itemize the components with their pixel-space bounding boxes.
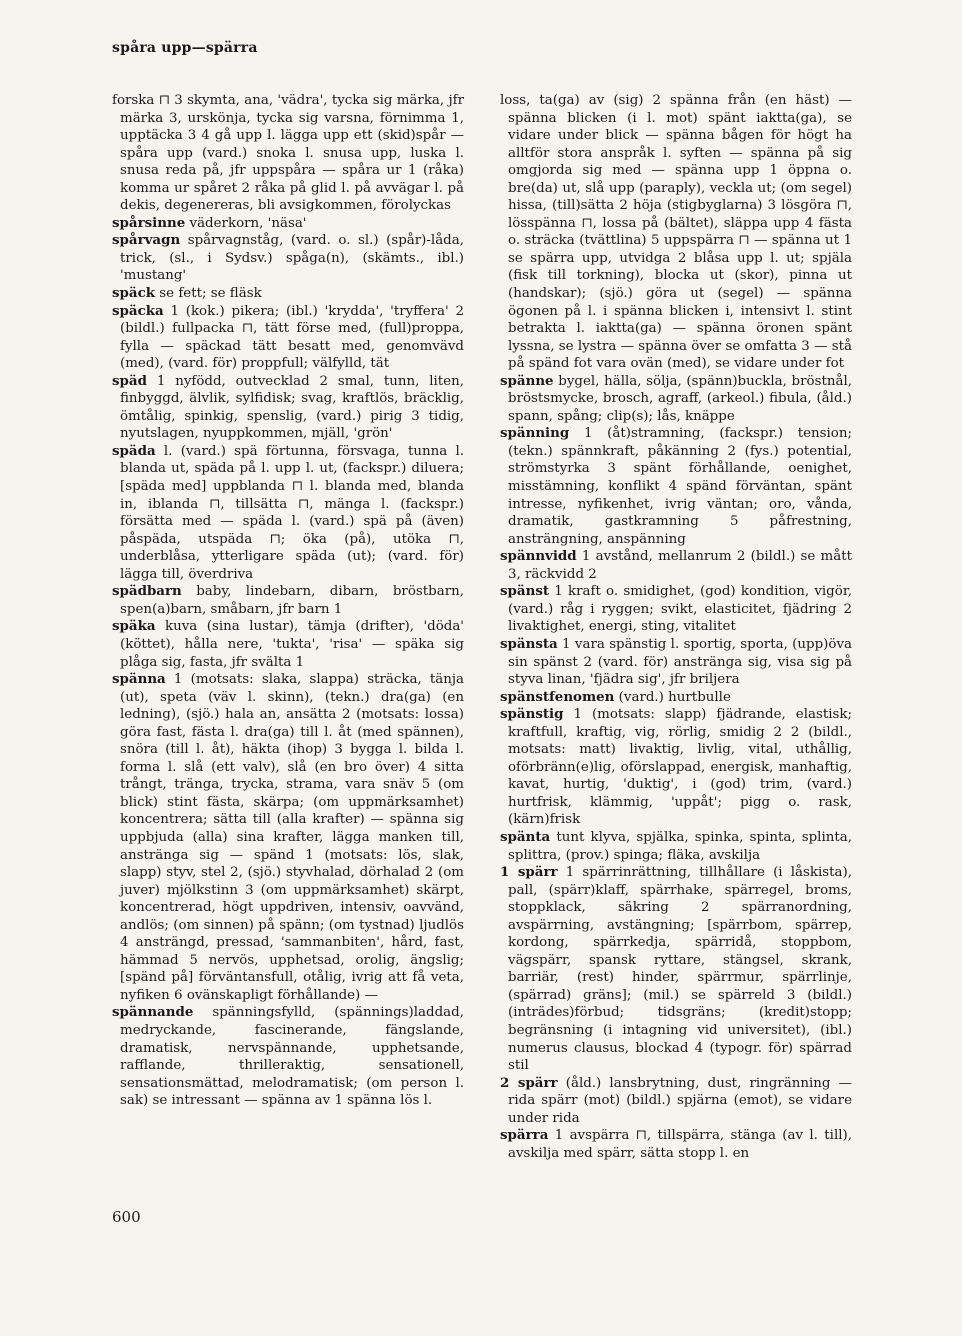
entry-text: se fett; se fläsk [155,286,262,302]
entry-text: 1 kraft o. smidighet, (god) kondition, vigör, (vard.) råg i ryggen; svikt, elasticitet, fjädring 2 livaktighet, energi, sting, vitalitet [508,584,852,635]
entry-text: loss, ta(ga) av (sig) 2 spänna från (en häst) — spänna blicken (i l. mot) spänt iaktta(ga), se vidare under blick — spänna bågen för högt ha alltför stora anspråk l. syften — spänna på sig omgjorda sig med — spänna upp 1 öppna o. bre(da) ut, slå upp (paraply), veckla ut; (om segel) hissa, (till)sätta 2 höja (stigbyglarna) 3 lösgöra ⊓, lösspänna ⊓, lossa på (bältet), släppa upp 4 fästa o. sträcka (tvättlina) 5 uppspärra ⊓ — spänna ut 1 se spärra upp, utvidga 2 blåsa upp l. ut; spjäla (fisk till torkning), blocka ut (skor), pinna ut (handskar); (sjö.) göra ut (segel) — spänna ögonen på l. i spänna blicken i, intensivt l. stint betrakta l. iaktta(ga) — spänna öronen spänt lyssna, se lystra — spänna över se omfatta 3 — stå på spänd fot vara ovän (med), se vidare under fot [500,93,852,372]
entry-headword: späck [112,285,156,302]
dictionary-entry [500,425,852,548]
dictionary-entry [500,829,852,864]
dictionary-entry [112,583,464,618]
entry-text: 1 spärrinrättning, tillhållare (i låskista), pall, (spärr)klaff, spärrhake, spärregel, broms, stoppklack, säkring 2 spärranordning, avspärrning, avstängning; [spärrbom, spärrep, kordong, spärrkedja, spärridå, stoppbom, vägspärr, spansk ryttare, stängsel, skrank, barriär, (rest) hinder, spärrmur, spärrlinje, (spärrad) gräns]; (mil.) se spärreld 3 (bildl.) (inträdes)förbud; tidsgräns; (kredit)stopp; begränsning (i intagning vid universitet), (ibl.) numerus clausus, blockad 4 (typogr. för) spärrad stil [508,865,852,1074]
entry-text: spänningsfylld, (spännings)laddad, medryckande, fascinerande, fängslande, dramatisk, nervspännande, upphetsande, rafflande, thrilleraktig, sensationell, sensationsmättad, melodramatisk; (om person l. sak) se intressant — spänna av 1 spänna lös l. [120,1005,464,1109]
entry-text: forska ⊓ 3 skymta, ana, 'vädra', tycka sig märka, jfr märka 3, urskönja, tycka sig varsna, förnimma 1, upptäcka 3 4 gå upp l. lägga upp ett (skid)spår — spåra upp (vard.) snoka l. snusa upp, luska l. snusa reda på, jfr uppspåra — spåra ur 1 (råka) komma ur spåret 2 råka på glid l. på avvägar l. på dekis, degenereras, bli avsigkommen, förolyckas [112,93,464,214]
entry-headword: spänta [500,828,551,845]
entry-headword: spårvagn [112,232,181,249]
entry-headword: spänne [500,372,554,389]
entry-headword: späka [112,618,156,635]
entry-headword: späcka [112,302,164,319]
entry-text: (vard.) hurtbulle [614,689,731,705]
dictionary-entry [112,232,464,285]
right-column [500,92,852,1162]
entry-headword: spänst [500,583,550,600]
entry-text: 1 (motsats: slaka, slappa) sträcka, tänja (ut), speta (väv l. skinn), (tekn.) dra(ga) (en ledning), (sjö.) hala an, ansätta 2 (motsats: lossa) göra fast, fästa l. dra(ga) till l. åt (med spännen), snöra (till l. åt), häkta (ihop) 3 bygga l. bilda l. forma l. slå (ett valv), slå (en bro över) 4 sitta trångt, tränga, trycka, strama, vara snäv 5 (om blick) stint fästa, skärpa; (om uppmärksamhet) koncentrera; sätta till (alla krafter) — spänna sig uppbjuda (alla) sina krafter, lägga manken till, anstränga sig — spänd 1 (motsats: lös, slak, slapp) styv, stel 2, (sjö.) styvhalad, dörhalad 2 (om juver) mjölkstinn 3 (om uppmärksamhet) skärpt, koncentrerad, högt uppdriven, intensiv, oavvänd, andlös; (om sinnen) på spänn; (om tystnad) ljudlös 4 ansträngd, pressad, 'sammanbiten', hård, fast, hämmad 5 nervös, upphetsad, orolig, ängslig; [spänd på] förväntansfull, otålig, ivrig att få veta, nyfiken 6 ovänskapligt förhållande) — [120,672,464,1003]
entry-text: (åld.) lansbrytning, dust, ringränning — rida spärr (mot) (bildl.) spjärna (emot), se vidare under rida [508,1075,853,1126]
entry-text: tunt klyva, spjälka, spinka, spinta, splinta, splittra, (prov.) spinga; fläka, avskilja [508,829,852,863]
entry-headword: spänstfenomen [500,688,615,705]
dictionary-entry [112,443,464,583]
entry-headword: spärra [500,1127,549,1144]
dictionary-entry [500,636,852,689]
entry-text: bygel, hälla, sölja, (spänn)buckla, bröstnål, bröstsmycke, brosch, agraff, (arkeol.) fibula, (åld.) spann, spång; clip(s); lås, knäppe [508,373,852,424]
dictionary-entry [500,583,852,636]
entry-text: spårvagnståg, (vard. o. sl.) (spår)-låda, trick, (sl., i Sydsv.) spåga(n), (skämts., ibl.) 'mustang' [120,233,464,284]
entry-headword: spårsinne [112,214,186,231]
entry-headword: 1 spärr [500,864,558,881]
dictionary-entry [112,671,464,1004]
entry-text: 1 avspärra ⊓, tillspärra, stänga (av l. till), avskilja med spärr, sätta stopp l. en [508,1128,852,1161]
entry-text: väderkorn, 'näsa' [185,215,307,231]
entry-text: 1 (motsats: slapp) fjädrande, elastisk; kraftfull, kraftig, vig, rörlig, smidig 2 2 (bildl., motsats: matt) livaktig, livlig, vital, uthållig, oförbränn(e)lig, oförslappad, energisk, manhaftig, kavat, hurtig, 'duktig', i (god) trim, (vard.) hurtfrisk, klämmig, 'uppåt'; pigg o. rask, (kärn)frisk [508,707,852,828]
dictionary-entry [112,285,464,303]
dictionary-entry [112,618,464,671]
entry-headword: spännvidd [500,548,577,565]
entry-text: 1 nyfödd, outvecklad 2 smal, tunn, liten, finbyggd, älvlik, sylfidisk; svag, kraftlös, bräcklig, ömtålig, spinkig, spenslig, (vard.) pirig 3 tidig, nyutslagen, nyuppkommen, mjäll, 'grön' [120,373,464,442]
entry-text: 1 avstånd, mellanrum 2 (bildl.) se mått 3, räckvidd 2 [508,549,852,582]
page-number: 600 [112,1208,141,1226]
dictionary-entry [500,1075,852,1128]
entry-headword: spänning [500,425,570,442]
dictionary-entry [500,92,852,373]
entry-text: 1 (åt)stramning, (fackspr.) tension; (tekn.) spännkraft, påkänning 2 (fys.) potential, strömstyrka 3 spänt förhållande, oenighet, misstämning, konflikt 4 spänd förväntan, spänt intresse, nyfikenhet, ivrig väntan; oro, vånda, dramatik, gastkramning 5 påfrestning, ansträngning, anspänning [508,426,852,547]
entry-text: l. (vard.) spä förtunna, försvaga, tunna l. blanda ut, späda på l. upp l. ut, (fackspr.) diluera; [späda med] uppblanda ⊓ l. blanda med, blanda in, iblanda ⊓, tillsätta ⊓, mänga l. (fackspr.) försätta med — späda l. (vard.) spä på (även) påspäda, utspäda ⊓; öka (på), utöka ⊓, underblåsa, ytterligare späda (ut); (vard. för) lägga till, överdriva [120,443,464,582]
entry-headword: späd [112,372,147,389]
left-column [112,92,464,1110]
dictionary-entry [500,373,852,426]
dictionary-entry [500,548,852,583]
entry-text: 1 vara spänstig l. sportig, sporta, (upp)öva sin spänst 2 (vard. för) anstränga sig, visa sig på styva linan, 'fjädra sig', jfr briljera [508,636,852,688]
dictionary-entry [112,303,464,373]
dictionary-entry [112,1004,464,1109]
entry-headword: spännande [112,1004,194,1021]
dictionary-entry [500,1127,852,1162]
dictionary-entry [500,864,852,1075]
entry-headword: 2 spärr [500,1074,558,1091]
entry-text: 1 (kok.) pikera; (ibl.) 'krydda', 'tryffera' 2 (bildl.) fullpacka ⊓, tätt förse med, (full)proppa, fylla — späckad tätt besatt med, genomvävd (med), (vard. för) proppfull; välfylld, tät [120,303,464,372]
dictionary-entry [500,706,852,829]
dictionary-entry [112,92,464,215]
entry-text: baby, lindebarn, dibarn, bröstbarn, spen(a)barn, småbarn, jfr barn 1 [120,584,464,617]
running-head: spåra upp—spärra [112,40,258,56]
entry-headword: späda [112,442,156,459]
dictionary-entry [112,373,464,443]
entry-text: kuva (sina lustar), tämja (drifter), 'döda' (köttet), hålla nere, 'tukta', 'risa' — späka sig plåga sig, fasta, jfr svälta 1 [120,619,464,670]
entry-headword: spänna [112,671,166,688]
entry-headword: spänstig [500,706,564,723]
dictionary-entry [112,215,464,233]
dictionary-entry [500,689,852,707]
entry-headword: spädbarn [112,583,182,600]
entry-headword: spänsta [500,635,558,652]
